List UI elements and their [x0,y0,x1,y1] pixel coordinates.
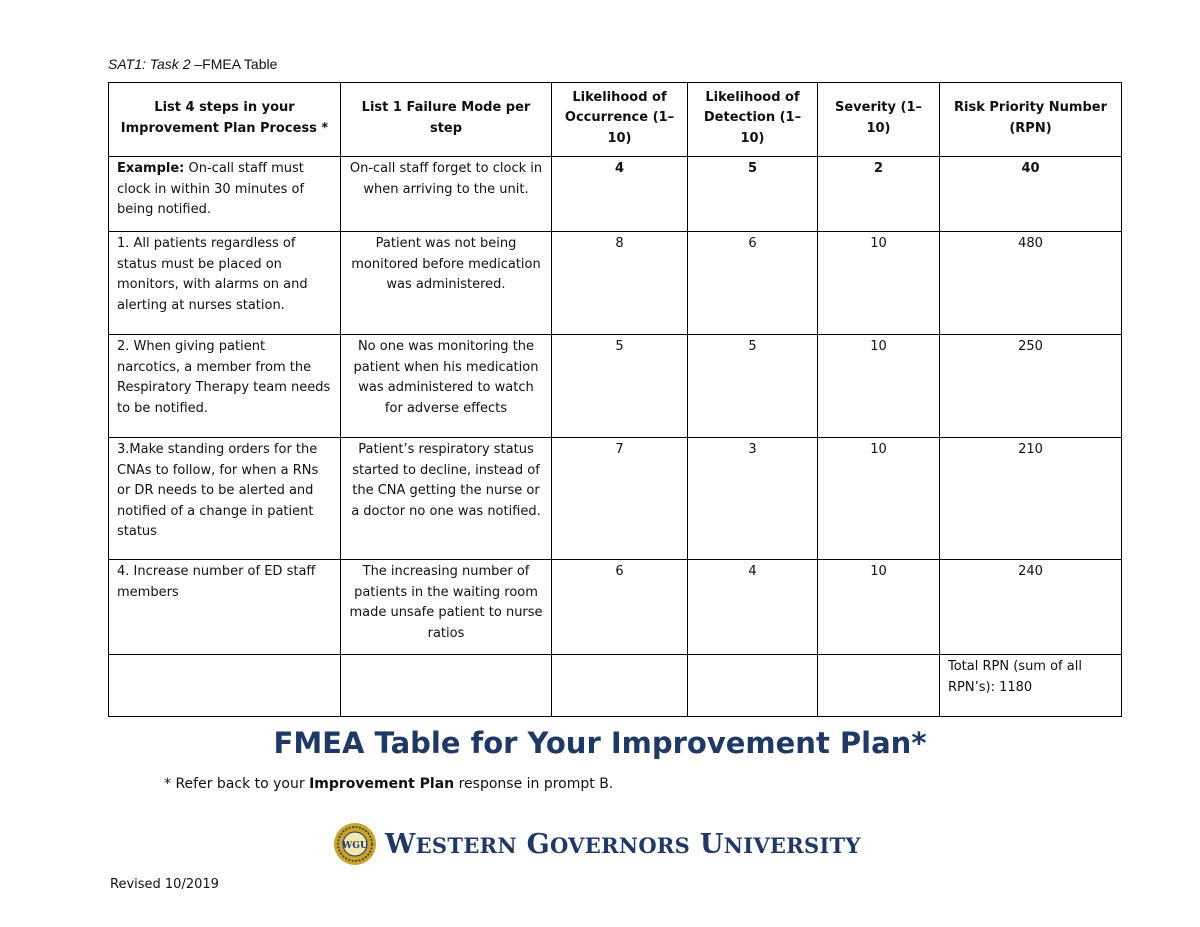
total-rpn: Total RPN (sum of all RPN’s): 1180 [940,655,1122,717]
table-row [109,232,1122,335]
document-header [108,56,277,72]
detection-cell: 6 [688,232,818,335]
example-step-cell [109,157,341,232]
failure-mode-cell: The increasing number of patients in the waiting room made unsafe patient to nurse ratios [341,560,552,655]
table-row [109,560,1122,655]
severity-cell: 10 [818,438,940,560]
fmea-table [108,82,1122,717]
example-step: On-call staff must clock in within 30 minutes of being notified. [117,161,305,217]
refer-note-bold: Improvement Plan [309,776,455,792]
occurrence-cell: 7 [552,438,688,560]
severity-cell: 10 [818,335,940,438]
rpn-cell: 210 [940,438,1122,560]
example-row [109,157,1122,232]
logo-niversity: NIVERSITY [723,832,861,858]
revised-date: Revised 10/2019 [110,877,219,892]
table-row [109,335,1122,438]
example-severity: 2 [818,157,940,232]
empty-cell [688,655,818,717]
occurrence-cell: 6 [552,560,688,655]
example-rpn: 40 [940,157,1122,232]
rpn-cell: 240 [940,560,1122,655]
severity-cell: 10 [818,560,940,655]
table-row [109,438,1122,560]
empty-cell [818,655,940,717]
example-occurrence: 4 [552,157,688,232]
header-severity: Severity (1–10) [818,83,940,157]
logo-overnors: OVERNORS [549,832,691,858]
doc-title-italic: SAT1: Task 2 [108,56,191,72]
logo-w: W [385,828,416,860]
empty-cell [552,655,688,717]
failure-mode-cell: No one was monitoring the patient when his medication was administered to watch for adverse effects [341,335,552,438]
rpn-cell: 250 [940,335,1122,438]
seal-text: WGU [342,841,368,851]
refer-note-pre: * Refer back to your [164,776,310,792]
logo-g: G [526,828,550,860]
step-cell: 1. All patients regardless of status must be placed on monitors, with alarms on and alerting at nurses station. [109,232,341,335]
step-cell: 3.Make standing orders for the CNAs to follow, for when a RNs or DR needs to be alerted and notified of a change in patient status [109,438,341,560]
step-cell: 4. Increase number of ED staff members [109,560,341,655]
detection-cell: 3 [688,438,818,560]
page-title: FMEA Table for Your Improvement Plan* [273,726,927,760]
wgu-wordmark [385,829,861,860]
empty-cell [109,655,341,717]
logo-u: U [699,828,724,860]
failure-mode-cell: Patient’s respiratory status started to decline, instead of the CNA getting the nurse or a doctor no one was notified. [341,438,552,560]
header-detection: Likelihood of Detection (1–10) [688,83,818,157]
rpn-cell: 480 [940,232,1122,335]
failure-mode-cell: Patient was not being monitored before medication was administered. [341,232,552,335]
logo-estern: ESTERN [415,832,517,858]
total-row [109,655,1122,717]
occurrence-cell: 5 [552,335,688,438]
example-detection: 5 [688,157,818,232]
refer-note-post: response in prompt B. [454,776,614,792]
wgu-logo [333,822,861,866]
severity-cell: 10 [818,232,940,335]
header-occurrence: Likelihood of Occurrence (1–10) [552,83,688,157]
example-label: Example: [117,161,185,176]
header-rpn: Risk Priority Number (RPN) [940,83,1122,157]
header-steps: List 4 steps in your Improvement Plan Process * [109,83,341,157]
doc-title-rest: –FMEA Table [190,56,278,72]
occurrence-cell: 8 [552,232,688,335]
refer-note [164,776,613,792]
step-cell: 2. When giving patient narcotics, a member from the Respiratory Therapy team needs to be notified. [109,335,341,438]
detection-cell: 4 [688,560,818,655]
wgu-seal-icon [333,822,377,866]
detection-cell: 5 [688,335,818,438]
example-failure-mode: On-call staff forget to clock in when arriving to the unit. [341,157,552,232]
header-failure-mode: List 1 Failure Mode per step [341,83,552,157]
empty-cell [341,655,552,717]
header-row [109,83,1122,157]
